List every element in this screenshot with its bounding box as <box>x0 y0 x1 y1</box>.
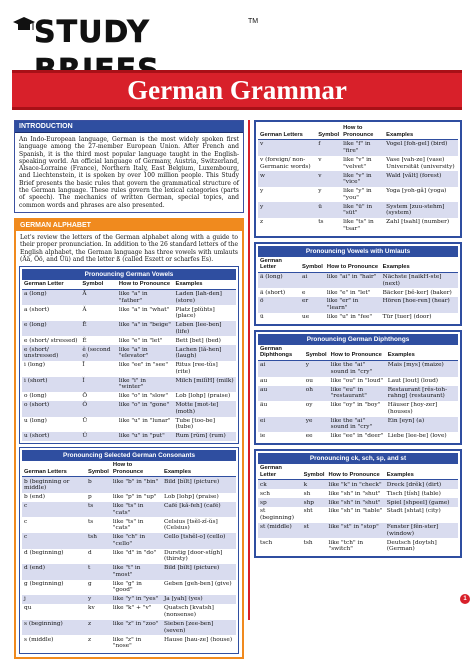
cksch-table <box>258 464 458 554</box>
table-row <box>22 345 236 361</box>
table-cell: g (beginning) <box>24 580 64 587</box>
table-cell: Bäcker [bĕ-ker] (baker) <box>382 289 452 296</box>
table-cell: shp <box>302 498 327 507</box>
table-row <box>22 502 236 518</box>
table-cell: v <box>258 140 316 156</box>
table-row <box>22 377 236 393</box>
table-cell: y <box>304 361 329 377</box>
table-row <box>258 401 458 417</box>
table-cell: like "u" in "put" <box>117 432 174 441</box>
right-column <box>254 120 462 562</box>
table-cell: o (short) <box>22 401 80 417</box>
table-cell: Tisch [tĭsh] (table) <box>386 490 441 497</box>
table-cell: Ja [yah] (yes) <box>162 595 236 604</box>
table-cell: sp <box>258 498 302 507</box>
table-row <box>258 377 458 386</box>
table-cell: ai <box>258 361 304 377</box>
table-cell: c <box>22 502 86 518</box>
table-cell: Leben [lee-ben] (life) <box>173 321 236 337</box>
table-cell: Durstig [door-stĭgh] (thirsty) <box>163 549 223 563</box>
table-cell: Fenster [fĕn-ster] (window) <box>385 523 458 539</box>
introduction-text: An Indo-European language, German is the most widely spoken first language among the 27-member European Union. After French and Spanish, it is the third most popular language taught in the English-speaking world. An official language of Germany, Austria, Switzerland, Alsace-Lorraine (France), Northern Italy, East Belgium, Luxembourg, and Liechtenstein, it is spoken by over 100 million people. This Study Brief presents the basic rules that govern the grammatical structure of the German language. These rules govern the lexical categories (parts of speech). The mechanics of written German, special topics, and common words and phrases are also presented. <box>19 136 239 209</box>
table-cell: Bild [bĭlt] (picture) <box>162 477 236 493</box>
table-row <box>22 595 236 604</box>
table-cell: ü <box>260 314 264 321</box>
table-row <box>258 140 458 156</box>
table-cell: Ă <box>82 306 87 313</box>
column-header: How to Pronounce <box>341 124 384 140</box>
table-row <box>258 171 458 187</box>
diphthongs-table <box>258 345 458 441</box>
table-cell: Lob [lohp] (praise) <box>175 393 231 400</box>
column-header: Examples <box>162 461 236 477</box>
table-row <box>258 187 458 203</box>
table-cell: er <box>300 297 325 313</box>
table-cell: Ā <box>80 289 116 305</box>
table-cell: Nächste [naikH-ste] (next) <box>381 272 458 288</box>
table-cell: u (short) <box>22 432 80 441</box>
table-cell: sh <box>303 490 311 497</box>
diphthongs-title: Pronouncing German Diphthongs <box>258 334 458 345</box>
table-cell: Liebe [lee-be] (love) <box>387 433 447 440</box>
table-cell: like "p" in "up" <box>112 494 157 501</box>
table-cell: like "ee" in "see" <box>118 362 168 369</box>
table-cell: äu <box>260 402 268 409</box>
table-cell: Ein [eyn] (a) <box>386 417 458 433</box>
table-cell: ä (long) <box>258 272 300 288</box>
table-cell: tsh <box>303 539 313 546</box>
table-cell: ye <box>304 417 329 433</box>
table-cell: like "i" in "winter" <box>117 377 174 393</box>
table-cell: st (beginning) <box>260 508 294 522</box>
table-cell: like "ts" in "tsar" <box>343 219 374 232</box>
table-cell: i (long) <box>24 362 46 369</box>
column-header: German Letters <box>258 124 316 140</box>
table-cell: z <box>87 636 92 643</box>
table-cell: Mais [mys] (maize) <box>386 361 458 377</box>
table-cell: Celsius [tsĕl-zĭ-ŭs] (Celsius) <box>163 518 218 532</box>
table-cell: a (short) <box>24 306 50 313</box>
table-cell: Bett [bet] (bed) <box>175 337 221 344</box>
table-row <box>258 417 458 433</box>
table-row <box>258 297 458 313</box>
table-cell: w <box>258 171 316 187</box>
table-cell: b <box>86 477 111 493</box>
table-cell: Cello [tshĕl-o] (cello) <box>162 533 236 549</box>
table-cell: d <box>87 549 92 556</box>
table-row <box>22 549 236 565</box>
table-cell: sht <box>303 508 313 515</box>
table-cell: like "e" in "let" <box>118 337 163 344</box>
table-cell: Vase [vah-ze] (vase) Universität (university) <box>386 156 455 170</box>
column-header: German Diphthongs <box>258 345 304 361</box>
table-cell: qu <box>24 605 32 612</box>
table-cell: Stadt [shtat] (city) <box>386 508 441 515</box>
column-header: Symbol <box>316 124 341 140</box>
table-row <box>22 604 236 620</box>
consonants-table-box <box>19 447 239 654</box>
consonants-continued-table <box>258 124 458 234</box>
table-cell: ai <box>300 272 325 288</box>
table-cell: oh <box>304 386 329 402</box>
table-row <box>258 523 458 539</box>
table-row <box>258 432 458 441</box>
table-cell: like "ü" in "süt" <box>341 202 384 218</box>
table-cell: Geben [geh-ben] (give) <box>163 580 232 587</box>
table-cell: like "ai" in "hair" <box>325 272 381 288</box>
table-cell: System [zuu-stehm] (system) <box>384 202 458 218</box>
table-cell: Bild [bĭlt] (picture) <box>162 564 236 580</box>
table-cell: v <box>318 156 322 163</box>
alphabet-text: Let's review the letters of the German alphabet along with a guide to their proper pronunciation. In addition to the 26 standard letters of the English alphabet, the German language has three vowels with umlauts (Ää, Öö, and Üü) and the letter ß (called Eszett or scharfes Es). <box>20 233 238 263</box>
table-cell: Ĭ <box>80 377 116 393</box>
column-header: Examples <box>386 345 458 361</box>
table-cell: Ī <box>82 362 85 369</box>
header <box>0 0 474 70</box>
table-cell: au <box>260 377 268 384</box>
table-cell: Lachen [lă-hen] (laugh) <box>173 345 236 361</box>
table-cell: y <box>86 595 111 604</box>
table-cell: Vogel [foh-gel] (bird) <box>384 140 458 156</box>
table-cell: Laden [lah-den] (store) <box>173 289 236 305</box>
table-cell: e (short/ unstressed) <box>22 345 80 361</box>
table-row <box>22 289 236 305</box>
table-cell: k <box>302 480 327 489</box>
table-cell: like "ch" in "cello" <box>111 533 162 549</box>
table-cell: Platz [plŭhts] (place) <box>175 306 215 320</box>
table-cell: z <box>260 219 264 226</box>
table-cell: like the "ai" sound in "cry" <box>329 361 386 377</box>
column-header: German Letter <box>258 257 300 273</box>
table-cell: like "tch" in "switch" <box>328 539 364 553</box>
table-cell: like "e" in "let" <box>326 289 371 296</box>
table-cell: Yoga [yoh-gă] (yoga) <box>386 188 447 195</box>
table-cell: g <box>87 580 92 587</box>
table-row <box>22 580 236 596</box>
table-cell: y <box>258 202 316 218</box>
table-cell: f <box>316 140 341 156</box>
table-cell: Wald [vălt] (forest) <box>384 171 458 187</box>
table-cell: like "sh" in "shut" <box>327 498 385 507</box>
table-cell: Ū <box>82 417 88 424</box>
table-cell: au <box>258 386 304 402</box>
table-cell: Tür [tuer] (door) <box>382 314 432 321</box>
table-cell: z <box>86 620 111 636</box>
table-cell: c <box>24 518 28 525</box>
umlauts-title: Pronouncing Vowels with Umlauts <box>258 246 458 257</box>
consonants-table <box>22 461 236 651</box>
table-cell: ue <box>301 314 310 321</box>
table-cell: like "ee" in "deer" <box>330 433 384 440</box>
table-cell: Ritus [ree-tŭs] (rite) <box>175 362 218 375</box>
consonants-title: Pronouncing Selected German Consonants <box>22 450 236 461</box>
column-header: Symbol <box>302 464 327 480</box>
table-cell: Restaurant [rĕs-toh-rahng] (restaurant) <box>386 386 458 402</box>
table-row <box>22 533 236 549</box>
table-cell: c <box>22 533 86 549</box>
table-cell: Milch [milĭH] (milk) <box>173 377 236 393</box>
title-bar <box>12 70 462 110</box>
consonants-continued-box <box>254 120 462 238</box>
table-row <box>258 272 458 288</box>
column-header: How to Pronounce <box>325 257 381 273</box>
column-header: Symbol <box>304 345 329 361</box>
column-header: German Letter <box>258 464 302 480</box>
table-cell: tsh <box>86 533 111 549</box>
table-cell: Rum [rŭm] (rum) <box>173 432 236 441</box>
page-number: 1 <box>460 594 470 604</box>
table-cell: oy <box>305 402 313 409</box>
table-cell: like "a" in "what" <box>118 306 170 313</box>
table-cell: Ō <box>82 393 88 400</box>
table-row <box>22 493 236 502</box>
table-cell: like "ts" in "cats" <box>112 518 144 532</box>
table-row <box>22 305 236 321</box>
table-cell: Lob [lohp] (praise) <box>163 494 219 501</box>
alphabet-heading: GERMAN ALPHABET <box>16 220 242 231</box>
column-header: How to Pronounce <box>111 461 162 477</box>
trademark: TM <box>248 18 259 25</box>
umlauts-box <box>254 242 462 326</box>
table-row <box>258 480 458 489</box>
logo-text: STUDY <box>34 15 150 50</box>
vowels-table-box <box>19 266 239 444</box>
table-cell: like "u" in "fee" <box>326 314 373 321</box>
table-cell: ö <box>258 297 300 313</box>
column-divider <box>248 120 250 620</box>
table-cell: like "k" + "v" <box>112 605 152 612</box>
table-row <box>258 361 458 377</box>
column-header: Examples <box>381 257 458 273</box>
graduation-cap-icon <box>12 16 36 36</box>
table-row <box>258 313 458 322</box>
table-cell: Ē <box>80 321 116 337</box>
umlauts-table <box>258 257 458 322</box>
table-cell: like "o" in "gone" <box>117 401 174 417</box>
table-cell: b (end) <box>24 494 45 501</box>
table-cell: Ŏ <box>80 401 116 417</box>
table-cell: v (foreign/ non-Germanic words) <box>260 156 311 170</box>
table-row <box>258 156 458 172</box>
table-row <box>258 498 458 507</box>
table-row <box>22 635 236 651</box>
table-cell: like "y" in "yes" <box>111 595 162 604</box>
table-cell: u (long) <box>24 417 47 424</box>
table-row <box>22 564 236 580</box>
table-cell: Café [kă-feh] (café) <box>162 502 236 518</box>
table-cell: ts <box>318 219 324 226</box>
table-cell: t <box>86 564 111 580</box>
table-cell: st (middle) <box>258 523 302 539</box>
table-cell: p <box>87 494 92 501</box>
column-header: Symbol <box>300 257 325 273</box>
table-cell: e (long) <box>22 321 80 337</box>
table-cell: ou <box>305 377 313 384</box>
table-cell: d (beginning) <box>24 549 64 556</box>
table-cell: e <box>301 289 306 296</box>
table-cell: ts <box>87 518 94 525</box>
table-cell: ts <box>86 502 111 518</box>
table-cell: like "z" in "zoo" <box>111 620 162 636</box>
table-cell: like "z" in "nose" <box>112 636 142 650</box>
table-row <box>22 392 236 401</box>
table-row <box>22 321 236 337</box>
table-cell: like the "ai" sound in "cry" <box>329 417 386 433</box>
table-cell: ä (short) <box>260 289 286 296</box>
table-row <box>258 538 458 554</box>
table-cell: like "a" in "elevator" <box>117 345 174 361</box>
table-cell: s (middle) <box>24 636 54 643</box>
table-cell: like "sh" in "shut" <box>328 490 381 497</box>
table-row <box>22 432 236 441</box>
table-cell: v <box>316 171 341 187</box>
table-cell: Motte [mot-te] (moth) <box>173 401 236 417</box>
table-cell: ie <box>260 433 266 440</box>
table-row <box>22 517 236 533</box>
table-cell: Tube [too-be] (tube) <box>175 417 215 431</box>
column-header: German Letters <box>22 461 86 477</box>
table-cell: a (long) <box>22 289 80 305</box>
introduction-heading: INTRODUCTION <box>15 121 243 133</box>
table-cell: d (end) <box>22 564 86 580</box>
table-cell: like "o" in "slow" <box>118 393 169 400</box>
table-cell: like "ts" in "cats" <box>111 502 162 518</box>
table-cell: st <box>302 523 327 539</box>
table-row <box>22 477 236 493</box>
table-cell: Zahl [tsahl] (number) <box>386 219 450 226</box>
table-cell: i (short) <box>22 377 80 393</box>
table-row <box>258 218 458 234</box>
column-header: How to Pronounce <box>327 464 385 480</box>
table-row <box>258 507 458 523</box>
table-cell: like "u" in "lunar" <box>118 417 171 424</box>
table-cell: kv <box>87 605 95 612</box>
table-cell: like "sh" in "table" <box>328 508 383 515</box>
table-row <box>258 386 458 402</box>
table-cell: like "st" in "stop" <box>327 523 385 539</box>
diphthongs-box <box>254 330 462 445</box>
table-cell: Sieben [zee-ben] (seven) <box>162 620 236 636</box>
table-cell: ee <box>305 433 313 440</box>
column-header: How to Pronounce <box>117 280 174 289</box>
table-cell: like "oy" in "boy" <box>330 402 381 409</box>
table-row <box>22 401 236 417</box>
table-cell: like "f" in "fire" <box>341 140 384 156</box>
table-cell: ck <box>258 480 302 489</box>
table-cell: like "a" in "beige" <box>117 321 174 337</box>
table-cell: like "a" in "father" <box>117 289 174 305</box>
table-cell: like "eu" in "restaurant" <box>329 386 386 402</box>
table-cell: y <box>260 188 264 195</box>
table-cell: Häuser [hoy-zer] (houses) <box>387 402 438 415</box>
cksch-box <box>254 449 462 558</box>
table-cell: sch <box>260 490 270 497</box>
table-cell: Spiel [shpeel] (game) <box>385 498 458 507</box>
column-header: How to Pronounce <box>329 345 386 361</box>
table-cell: y <box>318 188 322 195</box>
table-cell: b (beginning or middle) <box>22 477 86 493</box>
alphabet-box <box>14 218 244 659</box>
table-cell: like "d" in "do" <box>112 549 157 556</box>
page-title: German Grammar <box>127 75 347 105</box>
table-cell: like "t" in "most" <box>111 564 162 580</box>
table-row <box>22 417 236 433</box>
table-row <box>258 202 458 218</box>
table-row <box>258 489 458 498</box>
table-cell: Hören [hoe-ren] (hear) <box>381 297 458 313</box>
table-cell: like "er" in "learn" <box>325 297 381 313</box>
vowels-title: Pronouncing German Vowels <box>22 269 236 280</box>
table-cell: Quatsch [kvatsh] (nonsense) <box>163 605 214 618</box>
cksch-title: Pronouncing ck, sch, sp, and st <box>258 453 458 464</box>
column-header: Examples <box>385 464 458 480</box>
table-cell: o (long) <box>24 393 47 400</box>
column-header: Symbol <box>80 280 116 289</box>
table-cell: j <box>22 595 86 604</box>
column-header: German Letter <box>22 280 80 289</box>
table-cell: like "v" in "vice" <box>341 171 384 187</box>
column-header: Symbol <box>86 461 111 477</box>
column-header: Examples <box>384 124 458 140</box>
table-cell: Hause [hau-ze] (house) <box>163 636 233 643</box>
table-cell: like "ou" in "loud" <box>330 377 384 384</box>
table-cell: like "y" in "you" <box>343 188 372 201</box>
table-cell: like "v" in "velvet" <box>343 156 372 170</box>
table-cell: ü <box>316 202 341 218</box>
table-cell: Dreck [drĕk] (dirt) <box>385 480 458 489</box>
table-cell: Ĕ <box>82 337 87 344</box>
left-column <box>14 120 244 659</box>
table-row <box>22 361 236 377</box>
table-cell: e (short/ stressed) <box>24 337 78 344</box>
vowels-table <box>22 280 236 441</box>
table-cell: tsch <box>260 539 273 546</box>
table-cell: ĕ (second e) <box>80 345 116 361</box>
table-row <box>258 288 458 297</box>
introduction-box <box>14 120 244 213</box>
table-cell: like "k" in "check" <box>327 480 385 489</box>
table-row <box>22 336 236 345</box>
table-cell: like "b" in "bin" <box>111 477 162 493</box>
table-cell: Laut [lout] (loud) <box>387 377 439 384</box>
column-header: Examples <box>173 280 236 289</box>
table-cell: s (beginning) <box>22 620 86 636</box>
table-cell: like "g" in "good" <box>112 580 142 594</box>
table-cell: Deutsch [doytsh] (German) <box>386 539 437 553</box>
table-cell: ei <box>258 417 304 433</box>
table-cell: Ŭ <box>80 432 116 441</box>
table-row <box>22 620 236 636</box>
